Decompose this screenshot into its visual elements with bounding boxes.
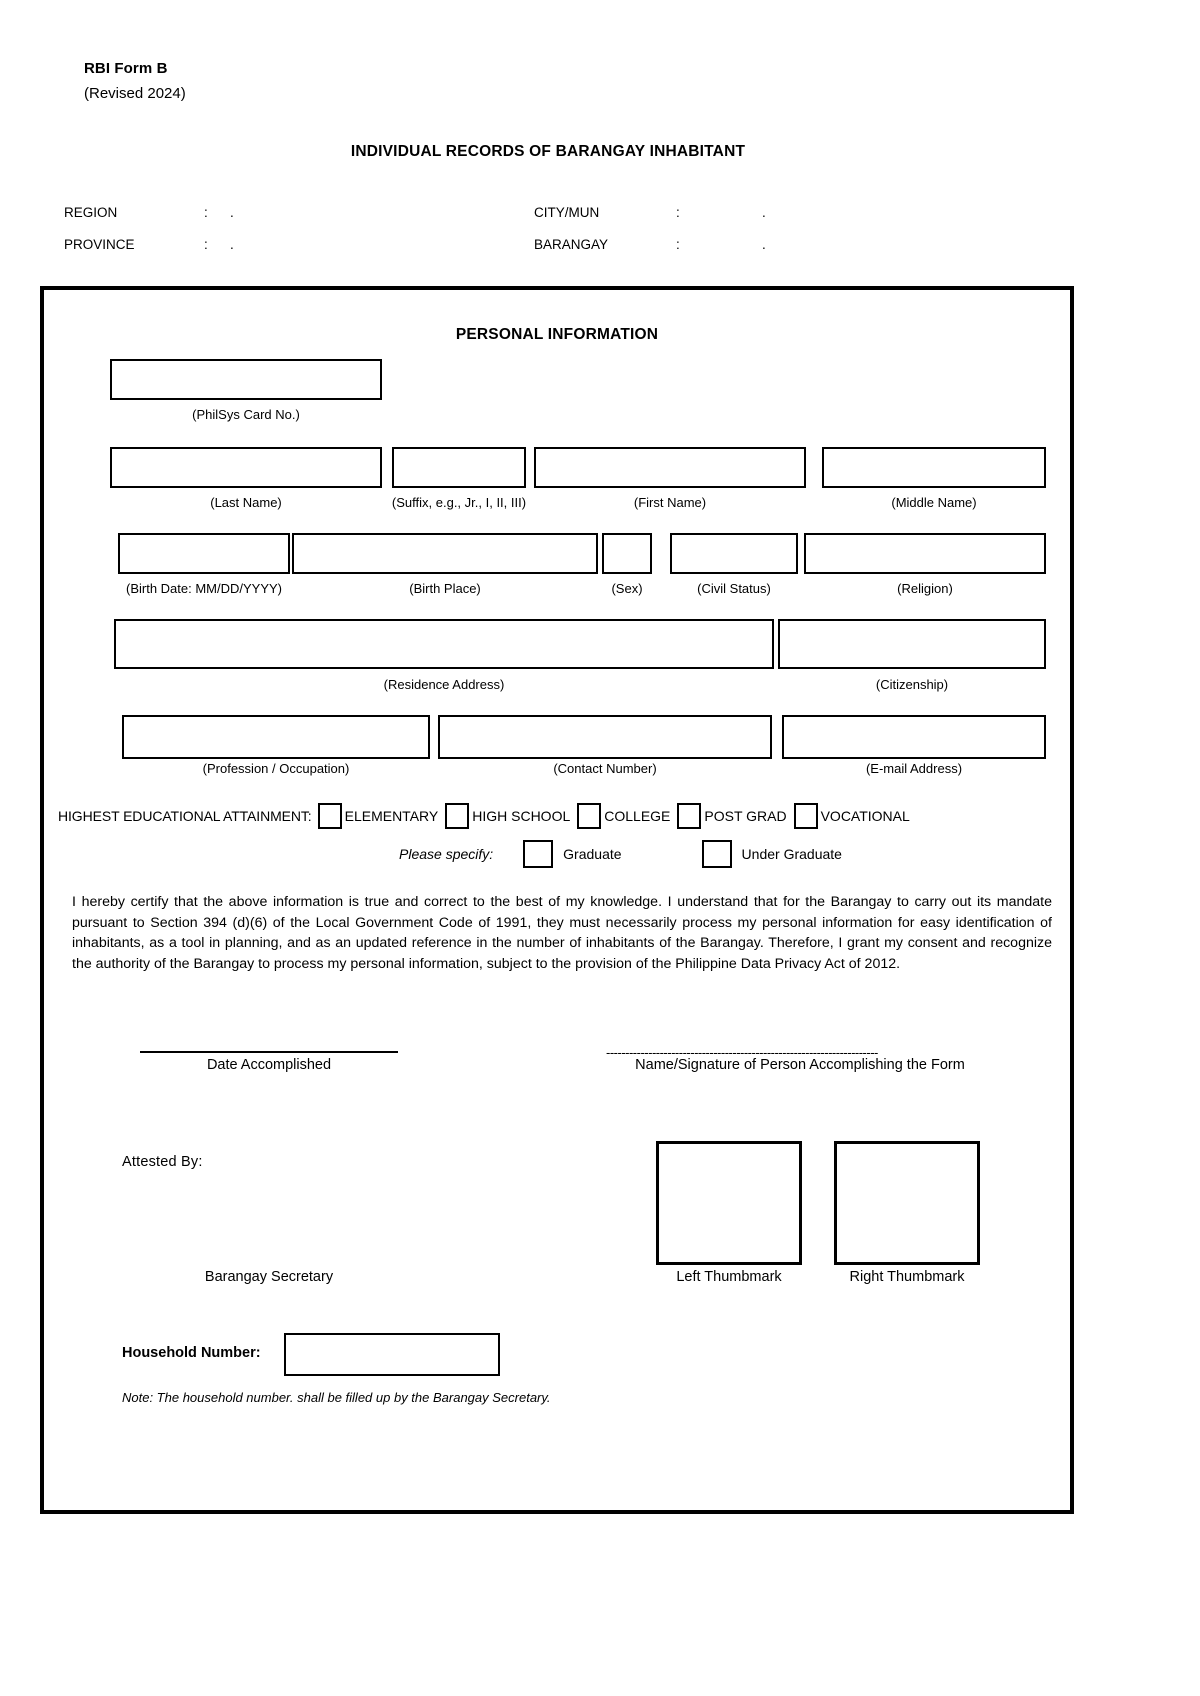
province-colon: : bbox=[204, 237, 208, 252]
barangay-label: BARANGAY bbox=[534, 237, 609, 252]
first-name-caption: (First Name) bbox=[633, 495, 707, 510]
education-label-college: COLLEGE bbox=[604, 808, 671, 824]
checkbox-post-grad[interactable] bbox=[677, 803, 701, 829]
checkbox-elementary[interactable] bbox=[318, 803, 342, 829]
region-value[interactable]: . bbox=[230, 205, 234, 220]
attested-by-label: Attested By: bbox=[122, 1154, 203, 1170]
birth-place-field[interactable] bbox=[292, 533, 598, 574]
last-name-caption: (Last Name) bbox=[210, 495, 282, 510]
barangay-value[interactable]: . bbox=[762, 237, 766, 252]
philsys-card-no-caption: (PhilSys Card No.) bbox=[192, 407, 300, 422]
profession-field[interactable] bbox=[122, 715, 430, 759]
birth-date-caption: (Birth Date: MM/DD/YYYY) bbox=[125, 581, 283, 596]
residence-address-field[interactable] bbox=[114, 619, 774, 669]
city-mun-colon: : bbox=[676, 205, 680, 220]
name-signature-caption: Name/Signature of Person Accomplishing the Form bbox=[635, 1057, 965, 1073]
birth-date-field[interactable] bbox=[118, 533, 290, 574]
education-label-elementary: ELEMENTARY bbox=[344, 808, 439, 824]
birth-place-caption: (Birth Place) bbox=[409, 581, 481, 596]
personal-information-heading: PERSONAL INFORMATION bbox=[455, 326, 659, 343]
form-id: RBI Form B bbox=[84, 60, 168, 77]
religion-caption: (Religion) bbox=[897, 581, 953, 596]
education-option-post-grad[interactable] bbox=[677, 803, 793, 829]
educational-attainment-row bbox=[58, 803, 1064, 829]
household-number-note: Note: The household number. shall be filled up by the Barangay Secretary. bbox=[122, 1390, 551, 1405]
checkbox-high-school[interactable] bbox=[445, 803, 469, 829]
date-accomplished-line[interactable] bbox=[140, 1051, 398, 1053]
region-label: REGION bbox=[64, 205, 118, 220]
suffix-caption: (Suffix, e.g., Jr., I, II, III) bbox=[391, 495, 527, 510]
suffix-field[interactable] bbox=[392, 447, 526, 488]
region-colon: : bbox=[204, 205, 208, 220]
education-option-college[interactable] bbox=[577, 803, 677, 829]
specify-label-graduate: Graduate bbox=[563, 846, 622, 862]
date-accomplished-caption: Date Accomplished bbox=[206, 1057, 332, 1073]
education-option-elementary[interactable] bbox=[318, 803, 446, 829]
first-name-field[interactable] bbox=[534, 447, 806, 488]
certification-paragraph: I hereby certify that the above information is true and correct to the best of my knowledge. I understand that for the Barangay to carry out its mandate pursuant to Section 394 (d)(6) of the Local Government Code of 1991, they must necessarily process my personal information for easy identification of inhabitants, as a tool in planning, and as an updated reference in the number of inhabitants of the Barangay. Therefore, I grant my consent and recognize the authority of the Barangay to process my personal information, subject to the provision of the Philippine Data Privacy Act of 2012. bbox=[72, 894, 1052, 972]
contact-number-caption: (Contact Number) bbox=[553, 761, 657, 776]
barangay-secretary-caption: Barangay Secretary bbox=[204, 1269, 334, 1285]
religion-field[interactable] bbox=[804, 533, 1046, 574]
city-mun-label: CITY/MUN bbox=[534, 205, 600, 220]
specify-label-under-graduate: Under Graduate bbox=[741, 846, 842, 862]
profession-caption: (Profession / Occupation) bbox=[202, 761, 350, 776]
household-number-label: Household Number: bbox=[122, 1345, 261, 1361]
checkbox-graduate[interactable] bbox=[523, 840, 553, 868]
contact-number-field[interactable] bbox=[438, 715, 772, 759]
province-value[interactable]: . bbox=[230, 237, 234, 252]
civil-status-caption: (Civil Status) bbox=[697, 581, 771, 596]
education-option-high-school[interactable] bbox=[445, 803, 577, 829]
city-mun-value[interactable]: . bbox=[762, 205, 766, 220]
last-name-field[interactable] bbox=[110, 447, 382, 488]
sex-field[interactable] bbox=[602, 533, 652, 574]
left-thumbmark-caption: Left Thumbmark bbox=[676, 1269, 782, 1285]
education-option-vocational[interactable] bbox=[794, 803, 917, 829]
citizenship-caption: (Citizenship) bbox=[875, 677, 949, 692]
education-label-high-school: HIGH SCHOOL bbox=[472, 808, 571, 824]
education-label-vocational: VOCATIONAL bbox=[820, 808, 910, 824]
left-thumbmark-box[interactable] bbox=[656, 1141, 802, 1265]
sex-caption: (Sex) bbox=[611, 581, 643, 596]
education-label-post-grad: POST GRAD bbox=[704, 808, 787, 824]
right-thumbmark-caption: Right Thumbmark bbox=[849, 1269, 965, 1285]
educational-attainment-label: HIGHEST EDUCATIONAL ATTAINMENT: bbox=[58, 808, 312, 824]
form-body-frame bbox=[40, 286, 1074, 1514]
civil-status-field[interactable] bbox=[670, 533, 798, 574]
household-number-field[interactable] bbox=[284, 1333, 500, 1376]
province-label: PROVINCE bbox=[64, 237, 135, 252]
right-thumbmark-box[interactable] bbox=[834, 1141, 980, 1265]
specify-option-under-graduate[interactable] bbox=[702, 840, 842, 868]
checkbox-college[interactable] bbox=[577, 803, 601, 829]
page-title: INDIVIDUAL RECORDS OF BARANGAY INHABITANT bbox=[350, 143, 746, 160]
checkbox-vocational[interactable] bbox=[794, 803, 818, 829]
barangay-colon: : bbox=[676, 237, 680, 252]
form-revision: (Revised 2024) bbox=[84, 85, 186, 102]
philsys-card-no-field[interactable] bbox=[110, 359, 382, 400]
please-specify-label: Please specify: bbox=[399, 846, 494, 862]
email-address-field[interactable] bbox=[782, 715, 1046, 759]
name-signature-dashed-line[interactable]: ----------------------------------------------------------------------- bbox=[606, 1045, 878, 1060]
citizenship-field[interactable] bbox=[778, 619, 1046, 669]
middle-name-field[interactable] bbox=[822, 447, 1046, 488]
please-specify-row bbox=[399, 840, 842, 868]
specify-option-graduate[interactable] bbox=[523, 840, 621, 868]
residence-address-caption: (Residence Address) bbox=[383, 677, 505, 692]
checkbox-under-graduate[interactable] bbox=[702, 840, 732, 868]
email-address-caption: (E-mail Address) bbox=[865, 761, 963, 776]
middle-name-caption: (Middle Name) bbox=[891, 495, 977, 510]
